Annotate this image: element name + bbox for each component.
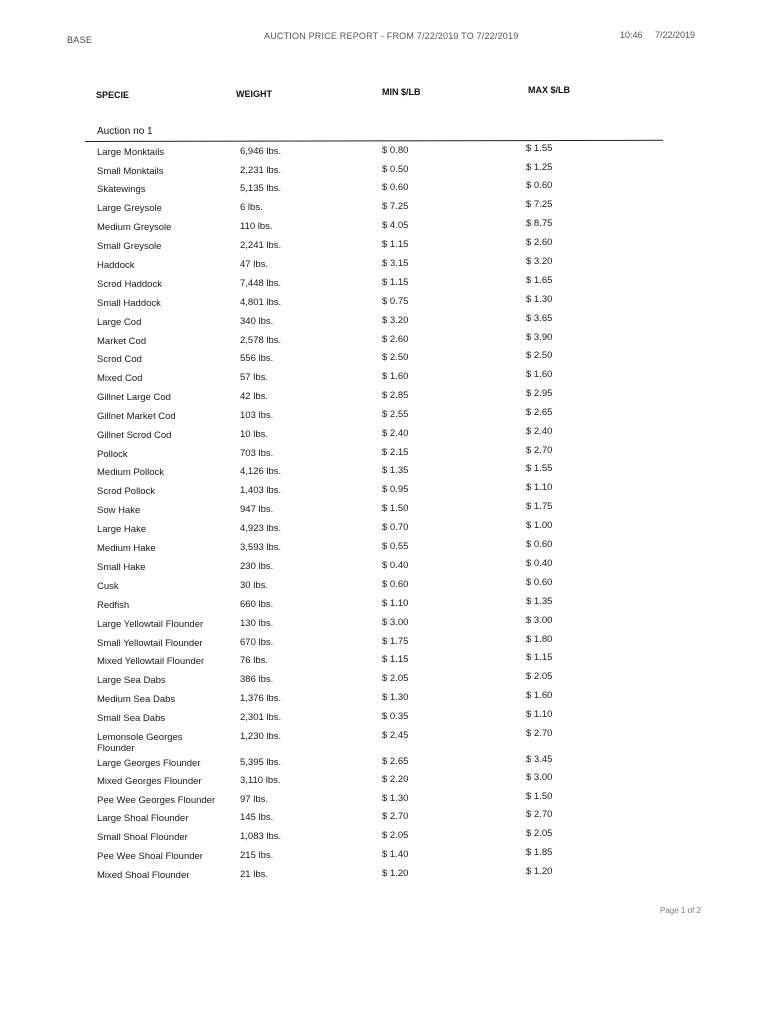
table-row <box>0 426 768 448</box>
cell-min-price: $ 3.00 <box>382 617 409 628</box>
table-row <box>0 596 768 618</box>
cell-specie: Pee Wee Georges Flounder <box>97 795 216 806</box>
table-row <box>0 256 768 278</box>
cell-weight: 670 lbs. <box>240 637 274 648</box>
table-row <box>0 539 768 561</box>
cell-weight: 556 lbs. <box>240 353 274 364</box>
cell-weight: 1,083 lbs. <box>240 831 282 842</box>
column-header-max-price: MAX $/LB <box>528 85 571 95</box>
cell-min-price: $ 1.40 <box>382 849 409 860</box>
report-source-label: BASE <box>67 35 93 45</box>
table-row <box>0 501 768 523</box>
cell-weight: 2,301 lbs. <box>240 712 282 723</box>
cell-min-price: $ 2.70 <box>382 811 409 822</box>
cell-weight: 10 lbs. <box>240 429 268 440</box>
cell-weight: 130 lbs. <box>240 618 274 629</box>
cell-max-price: $ 1.10 <box>526 482 553 493</box>
cell-min-price: $ 1.30 <box>382 692 409 703</box>
table-row <box>0 463 768 485</box>
cell-max-price: $ 3.00 <box>526 615 553 626</box>
table-row <box>0 671 768 693</box>
table-row <box>0 847 768 869</box>
cell-min-price: $ 7.25 <box>382 201 409 212</box>
cell-min-price: $ 2.05 <box>382 673 409 684</box>
cell-specie: Pollock <box>97 449 128 460</box>
cell-max-price: $ 1.35 <box>526 596 553 607</box>
cell-specie: Medium Greysole <box>97 222 172 233</box>
report-title: AUCTION PRICE REPORT - FROM 7/22/2019 TO 7/22/2019 <box>264 31 519 41</box>
cell-max-price: $ 0.60 <box>526 577 553 588</box>
cell-specie: Cusk <box>97 581 119 592</box>
cell-max-price: $ 1.25 <box>526 162 553 173</box>
cell-min-price: $ 3.15 <box>382 258 409 269</box>
cell-specie: Small Yellowtail Flounder <box>97 638 203 649</box>
cell-max-price: $ 1.80 <box>526 634 553 645</box>
cell-max-price: $ 2.05 <box>526 671 553 682</box>
cell-max-price: $ 0.60 <box>526 539 553 550</box>
cell-min-price: $ 1.30 <box>382 793 409 804</box>
cell-specie: Medium Pollock <box>97 467 165 478</box>
cell-weight: 6,946 lbs. <box>240 146 282 157</box>
table-row <box>0 313 768 335</box>
cell-max-price: $ 2.50 <box>526 350 553 361</box>
cell-specie: Haddock <box>97 260 135 271</box>
cell-specie: Sow Hake <box>97 505 141 516</box>
table-row <box>0 772 768 794</box>
cell-max-price: $ 1.85 <box>526 847 553 858</box>
cell-specie: Skatewings <box>97 184 146 195</box>
cell-max-price: $ 2.95 <box>526 388 553 399</box>
table-row <box>0 520 768 542</box>
cell-specie: Large Hake <box>97 524 147 535</box>
cell-max-price: $ 2.40 <box>526 426 553 437</box>
cell-weight: 103 lbs. <box>240 410 274 421</box>
cell-min-price: $ 0.75 <box>382 296 409 307</box>
cell-specie: Large Georges Flounder <box>97 758 201 769</box>
cell-specie: Medium Hake <box>97 543 156 554</box>
cell-min-price: $ 3.20 <box>382 315 409 326</box>
cell-max-price: $ 1.10 <box>526 709 553 720</box>
cell-min-price: $ 2.55 <box>382 409 409 420</box>
cell-weight: 215 lbs. <box>240 850 274 861</box>
cell-weight: 110 lbs. <box>240 221 273 232</box>
cell-weight: 660 lbs. <box>240 599 274 610</box>
table-row <box>0 558 768 580</box>
cell-specie: Large Sea Dabs <box>97 675 166 686</box>
cell-min-price: $ 2.05 <box>382 830 409 841</box>
cell-weight: 76 lbs. <box>240 655 268 666</box>
cell-specie: Large Cod <box>97 317 142 328</box>
cell-max-price: $ 3.20 <box>526 256 553 267</box>
cell-specie: Small Shoal Flounder <box>97 832 188 843</box>
cell-min-price: $ 0.50 <box>382 164 409 175</box>
table-row <box>0 866 768 888</box>
column-header-min-price: MIN $/LB <box>382 87 421 97</box>
cell-min-price: $ 0.55 <box>382 541 409 552</box>
cell-specie: Mixed Yellowtail Flounder <box>97 656 205 667</box>
cell-min-price: $ 1.20 <box>382 868 409 879</box>
cell-specie: Scrod Haddock <box>97 279 162 290</box>
table-row <box>0 615 768 637</box>
cell-min-price: $ 2.60 <box>382 334 409 345</box>
cell-specie: Mixed Georges Flounder <box>97 776 202 787</box>
cell-specie: Gillnet Large Cod <box>97 392 171 403</box>
cell-max-price: $ 2.05 <box>526 828 553 839</box>
cell-max-price: $ 3.65 <box>526 313 553 324</box>
cell-specie: Market Cod <box>97 336 147 347</box>
cell-max-price: $ 1.15 <box>526 652 553 663</box>
table-row <box>0 652 768 674</box>
cell-specie: Scrod Pollock <box>97 486 156 497</box>
table-row <box>0 482 768 504</box>
table-row <box>0 294 768 316</box>
cell-max-price: $ 1.30 <box>526 294 553 305</box>
cell-min-price: $ 0.40 <box>382 560 409 571</box>
cell-max-price: $ 2.70 <box>526 445 553 456</box>
column-header-specie: SPECIE <box>96 90 130 100</box>
cell-weight: 7,448 lbs. <box>240 278 282 289</box>
cell-max-price: $ 1.55 <box>526 143 553 154</box>
cell-min-price: $ 0.70 <box>382 522 409 533</box>
cell-min-price: $ 1.50 <box>382 503 409 514</box>
cell-specie: Medium Sea Dabs <box>97 694 176 705</box>
cell-min-price: $ 1.35 <box>382 465 409 476</box>
cell-max-price: $ 2.65 <box>526 407 553 418</box>
cell-min-price: $ 1.75 <box>382 636 409 647</box>
cell-specie: Gillnet Scrod Cod <box>97 430 172 441</box>
cell-specie: Small Hake <box>97 562 146 573</box>
cell-weight: 2,578 lbs. <box>240 335 282 346</box>
cell-min-price: $ 2.85 <box>382 390 409 401</box>
cell-specie: Mixed Shoal Flounder <box>97 870 190 881</box>
cell-min-price: $ 2.15 <box>382 447 409 458</box>
cell-min-price: $ 1.15 <box>382 277 409 288</box>
cell-weight: 703 lbs. <box>240 448 274 459</box>
cell-weight: 3,593 lbs. <box>240 542 282 553</box>
cell-weight: 386 lbs. <box>240 674 274 685</box>
cell-weight: 1,403 lbs. <box>240 485 282 496</box>
cell-max-price: $ 1.00 <box>526 520 553 531</box>
table-row <box>0 407 768 429</box>
cell-max-price: $ 0.40 <box>526 558 553 569</box>
cell-weight: 230 lbs. <box>240 561 274 572</box>
cell-max-price: $ 1.60 <box>526 690 553 701</box>
cell-specie: Redfish <box>97 600 130 611</box>
cell-specie: Gillnet Market Cod <box>97 411 176 422</box>
table-row <box>0 350 768 372</box>
cell-max-price: $ 3.00 <box>526 772 553 783</box>
cell-max-price: $ 2.60 <box>526 237 553 248</box>
cell-specie: Large Shoal Flounder <box>97 813 189 824</box>
cell-specie: Small Haddock <box>97 298 161 309</box>
cell-min-price: $ 2.20 <box>382 774 409 785</box>
cell-weight: 42 lbs. <box>240 391 268 402</box>
cell-weight: 2,241 lbs. <box>240 240 282 251</box>
cell-min-price: $ 0.35 <box>382 711 409 722</box>
cell-weight: 5,395 lbs. <box>240 757 282 768</box>
cell-min-price: $ 0.95 <box>382 484 409 495</box>
cell-specie: Large Greysole <box>97 203 162 214</box>
cell-weight: 947 lbs. <box>240 504 274 515</box>
table-row <box>0 199 768 221</box>
section-divider <box>85 140 663 142</box>
cell-weight: 340 lbs. <box>240 316 274 327</box>
cell-weight: 2,231 lbs. <box>240 165 282 176</box>
report-date: 7/22/2019 <box>655 30 696 40</box>
cell-min-price: $ 0.60 <box>382 182 409 193</box>
section-title: Auction no 1 <box>97 126 153 137</box>
cell-max-price: $ 3.90 <box>526 332 553 343</box>
cell-specie: Scrod Cod <box>97 354 142 365</box>
cell-weight: 5,135 lbs. <box>240 183 282 194</box>
table-row <box>0 709 768 731</box>
table-row <box>0 369 768 391</box>
report-time: 10:46 <box>620 30 643 40</box>
cell-max-price: $ 1.75 <box>526 501 553 512</box>
cell-weight: 1,376 lbs. <box>240 693 282 704</box>
cell-min-price: $ 1.15 <box>382 654 409 665</box>
cell-max-price: $ 7.25 <box>526 199 553 210</box>
table-row <box>0 275 768 297</box>
cell-specie: Mixed Cod <box>97 373 143 384</box>
page-number: Page 1 of 2 <box>660 906 701 915</box>
cell-max-price: $ 8.75 <box>526 218 553 229</box>
table-row <box>0 180 768 202</box>
cell-specie: Small Sea Dabs <box>97 713 166 724</box>
column-header-weight: WEIGHT <box>236 89 272 99</box>
cell-max-price: $ 1.20 <box>526 866 553 877</box>
table-row <box>0 690 768 712</box>
cell-specie: Large Yellowtail Flounder <box>97 619 204 630</box>
cell-min-price: $ 2.40 <box>382 428 409 439</box>
cell-max-price: $ 1.65 <box>526 275 553 286</box>
table-row <box>0 218 768 240</box>
cell-min-price: $ 0.60 <box>382 579 409 590</box>
cell-weight: 47 lbs. <box>240 259 268 270</box>
cell-max-price: $ 2.70 <box>526 809 553 820</box>
cell-weight: 21 lbs. <box>240 869 268 880</box>
cell-max-price: $ 0.60 <box>526 180 553 191</box>
cell-min-price: $ 2.45 <box>382 730 409 741</box>
table-row <box>0 577 768 599</box>
cell-weight: 145 lbs. <box>240 812 274 823</box>
cell-min-price: $ 0.80 <box>382 145 409 156</box>
cell-specie: Lemonsole Georges Flounder <box>97 732 183 754</box>
cell-specie: Large Monktails <box>97 147 165 158</box>
cell-min-price: $ 2.65 <box>382 756 409 767</box>
cell-weight: 1,230 lbs. <box>240 731 282 742</box>
cell-min-price: $ 4.05 <box>382 220 409 231</box>
cell-min-price: $ 1.60 <box>382 371 409 382</box>
cell-min-price: $ 1.10 <box>382 598 409 609</box>
cell-weight: 57 lbs. <box>240 372 268 383</box>
cell-weight: 30 lbs. <box>240 580 268 591</box>
table-row <box>0 143 768 165</box>
cell-weight: 4,923 lbs. <box>240 523 282 534</box>
cell-max-price: $ 1.55 <box>526 463 553 474</box>
cell-max-price: $ 2.70 <box>526 728 553 739</box>
table-row <box>0 728 768 754</box>
cell-weight: 97 lbs. <box>240 794 268 805</box>
cell-specie: Small Greysole <box>97 241 162 252</box>
cell-specie: Small Monktails <box>97 166 164 177</box>
table-row <box>0 809 768 831</box>
table-row <box>0 828 768 850</box>
cell-min-price: $ 1.15 <box>382 239 409 250</box>
cell-weight: 6 lbs. <box>240 202 263 213</box>
cell-max-price: $ 3.45 <box>526 754 553 765</box>
table-row <box>0 388 768 410</box>
cell-max-price: $ 1.50 <box>526 791 553 802</box>
cell-specie: Pee Wee Shoal Flounder <box>97 851 203 862</box>
table-row <box>0 237 768 259</box>
cell-min-price: $ 2.50 <box>382 352 409 363</box>
cell-weight: 4,801 lbs. <box>240 297 282 308</box>
cell-weight: 3,110 lbs. <box>240 775 281 786</box>
cell-max-price: $ 1.60 <box>526 369 553 380</box>
cell-weight: 4,126 lbs. <box>240 466 282 477</box>
